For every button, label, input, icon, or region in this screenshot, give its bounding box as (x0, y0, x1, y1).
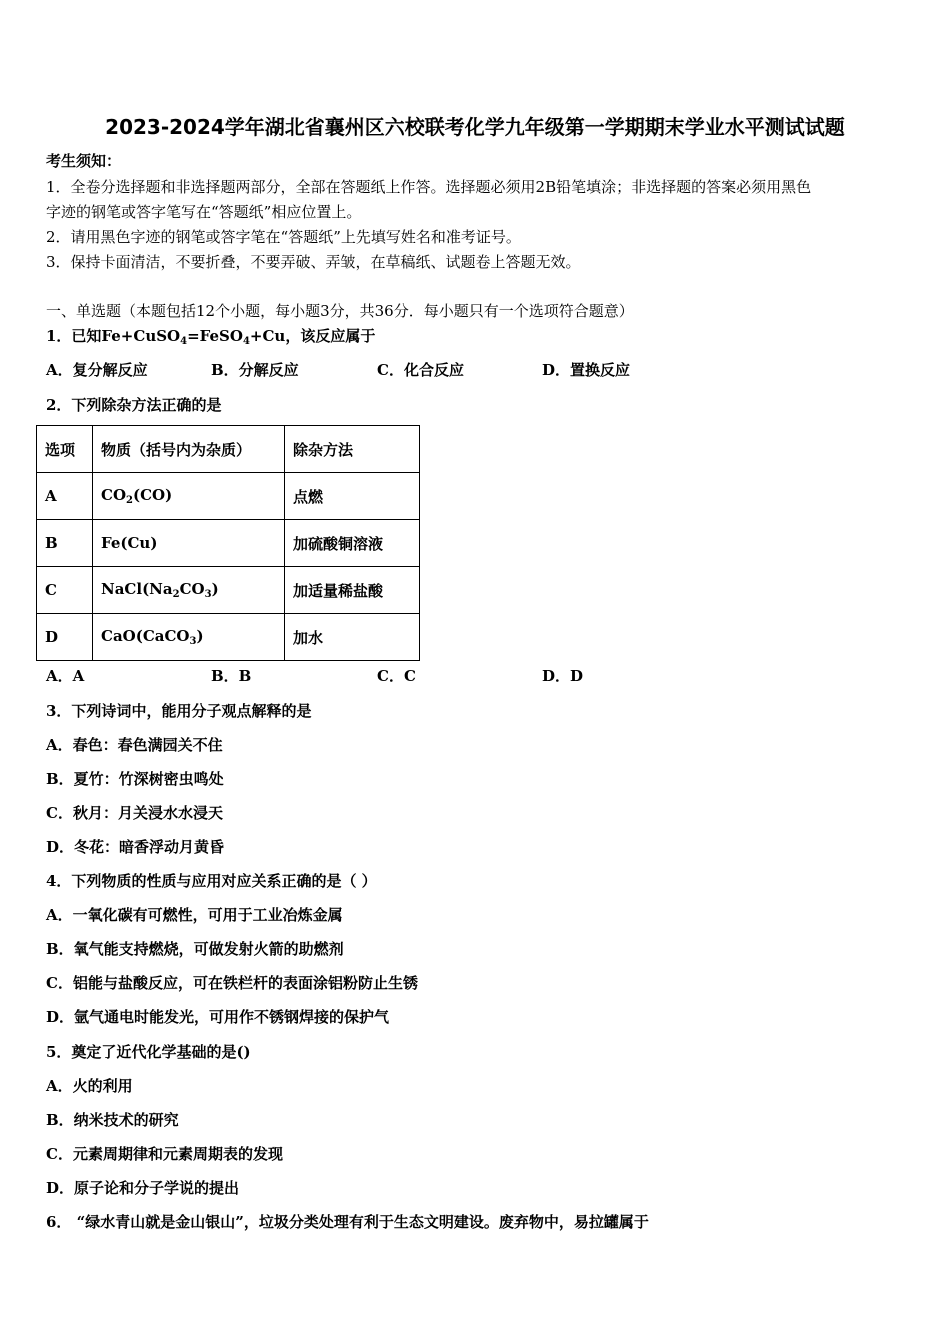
table-row (37, 614, 420, 661)
table-header-cell: 物质（括号内为杂质） (93, 426, 285, 473)
question-5-stem: 5．奠定了近代化学基础的是() (46, 1043, 251, 1061)
question-3-stem: 3．下列诗词中，能用分子观点解释的是 (46, 702, 312, 720)
question-3-option-a[interactable]: A．春色：春色满园关不住 (46, 736, 223, 754)
question-3-option-d[interactable]: D．冬花：暗香浮动月黄昏 (46, 838, 225, 856)
question-4-option-b[interactable]: B．氧气能支持燃烧，可做发射火箭的助燃剂 (46, 940, 344, 958)
table-row (37, 473, 420, 520)
table-cell-method: 加水 (285, 614, 420, 661)
table-header-cell: 选项 (37, 426, 93, 473)
question-2-stem: 2．下列除杂方法正确的是 (46, 396, 222, 414)
question-1-option-b[interactable]: B．分解反应 (211, 361, 299, 379)
notice-item-1-cont: 字迹的钢笔或答字笔写在“答题纸”相应位置上。 (46, 203, 362, 221)
question-5-option-a[interactable]: A．火的利用 (46, 1077, 133, 1095)
question-6-stem: 6． “绿水青山就是金山银山”，垃圾分类处理有利于生态文明建设。废弃物中，易拉罐属于 (46, 1213, 649, 1231)
impurity-table (36, 425, 420, 661)
table-cell-option: D (37, 614, 93, 661)
question-1-option-c[interactable]: C．化合反应 (377, 361, 464, 379)
notice-item-3: 3．保持卡面清洁，不要折叠，不要弄破、弄皱，在草稿纸、试题卷上答题无效。 (46, 253, 581, 271)
table-cell-substance: Fe(Cu) (93, 520, 285, 567)
question-5-option-d[interactable]: D．原子论和分子学说的提出 (46, 1179, 240, 1197)
notice-item-1: 1．全卷分选择题和非选择题两部分，全部在答题纸上作答。选择题必须用2B铅笔填涂；非选择题的答案必须用黑色 (46, 178, 812, 196)
table-cell-option: B (37, 520, 93, 567)
question-5-option-c[interactable]: C．元素周期律和元素周期表的发现 (46, 1145, 283, 1163)
question-5-option-b[interactable]: B．纳米技术的研究 (46, 1111, 179, 1129)
page-title: 2023-2024学年湖北省襄州区六校联考化学九年级第一学期期末学业水平测试试题 (105, 115, 845, 139)
table-cell-method: 加硫酸铜溶液 (285, 520, 420, 567)
table-cell-method: 点燃 (285, 473, 420, 520)
question-2-option-d[interactable]: D．D (542, 667, 584, 685)
table-cell-substance: $NaCl(Na_2CO_3)$ (93, 567, 285, 614)
question-4-option-a[interactable]: A．一氧化碳有可燃性，可用于工业冶炼金属 (46, 906, 343, 924)
question-3-option-c[interactable]: C．秋月：月关浸水水浸天 (46, 804, 223, 822)
table-cell-option: A (37, 473, 93, 520)
notice-heading: 考生须知： (46, 152, 122, 170)
table-cell-substance: CaO(CaCO$_3$) (93, 614, 285, 661)
table-cell-option: C (37, 567, 93, 614)
question-3-option-b[interactable]: B．夏竹：竹深树密虫鸣处 (46, 770, 224, 788)
table-row (37, 567, 420, 614)
notice-item-2: 2．请用黑色字迹的钢笔或答字笔在“答题纸”上先填写姓名和准考证号。 (46, 228, 521, 246)
table-row (37, 520, 420, 567)
question-1-stem: 1．已知Fe+CuSO$_4$=FeSO$_4$+Cu，该反应属于 (46, 327, 376, 347)
question-4-option-c[interactable]: C．铝能与盐酸反应，可在铁栏杆的表面涂铝粉防止生锈 (46, 974, 418, 992)
section-heading: 一、单选题（本题包括12个小题，每小题3分，共36分．每小题只有一个选项符合题意） (46, 302, 634, 320)
question-4-stem: 4．下列物质的性质与应用对应关系正确的是（ ） (46, 872, 377, 890)
table-cell-method: 加适量稀盐酸 (285, 567, 420, 614)
table-header-cell: 除杂方法 (285, 426, 420, 473)
question-1-option-a[interactable]: A．复分解反应 (46, 361, 148, 379)
question-2-option-b[interactable]: B．B (211, 667, 252, 685)
table-cell-substance: $CO_2(CO)$ (93, 473, 285, 520)
question-2-option-a[interactable]: A．A (46, 667, 85, 685)
question-1-option-d[interactable]: D．置换反应 (542, 361, 631, 379)
question-4-option-d[interactable]: D．氩气通电时能发光，可用作不锈钢焊接的保护气 (46, 1008, 390, 1026)
table-header-row (37, 426, 420, 473)
question-2-option-c[interactable]: C．C (377, 667, 416, 685)
